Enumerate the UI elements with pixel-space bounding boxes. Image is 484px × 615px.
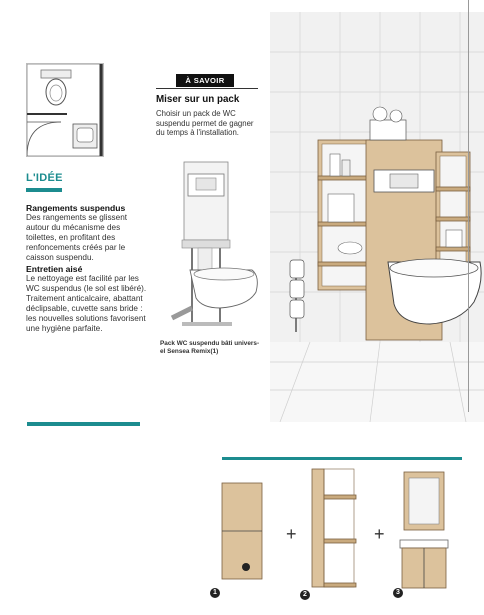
subheading-rangements: Rangements suspendus bbox=[26, 203, 126, 213]
item-number-2: 2 bbox=[300, 590, 310, 600]
idee-body bbox=[26, 203, 150, 334]
item-number-1: 1 bbox=[210, 588, 220, 598]
floor-plan-illustration bbox=[26, 63, 104, 157]
item-number-3: 3 bbox=[393, 588, 403, 598]
accent-bar-bottom bbox=[27, 422, 140, 426]
divider bbox=[156, 88, 258, 89]
bathroom-scene-illustration bbox=[270, 12, 484, 422]
plus-sign: + bbox=[374, 524, 385, 544]
savoir-badge: À SAVOIR bbox=[176, 74, 234, 87]
savoir-text: Choisir un pack de WC suspendu permet de gagner du temps à l'installation. bbox=[156, 109, 254, 138]
paragraph-entretien: Le nettoyage est facilité par les WC suspendus (le sol est libéré). Traitement anticalcaire, abattant déclipsable, cuvette sans bride : les nouvelles solutions favorisent une hygiène parfaite. bbox=[26, 273, 147, 334]
furniture-item-1 bbox=[216, 465, 268, 590]
subheading-entretien: Entretien aisé bbox=[26, 263, 83, 274]
plus-sign: + bbox=[286, 524, 297, 544]
furniture-item-3 bbox=[396, 442, 452, 597]
product-caption: Pack WC suspendu bâti univers-el Sensea Remix(1) bbox=[160, 340, 260, 355]
accent-bar bbox=[26, 188, 62, 192]
savoir-title: Miser sur un pack bbox=[156, 94, 240, 105]
idee-heading: L'IDÉE bbox=[26, 172, 63, 184]
furniture-item-2 bbox=[306, 465, 362, 600]
page-edge-line bbox=[468, 0, 469, 412]
paragraph-rangements: Des rangements se glissent autour du mécanisme des toilettes, en profitant des renfoncements créés par le caisson suspendu. bbox=[26, 213, 128, 263]
wc-pack-illustration bbox=[152, 158, 264, 338]
